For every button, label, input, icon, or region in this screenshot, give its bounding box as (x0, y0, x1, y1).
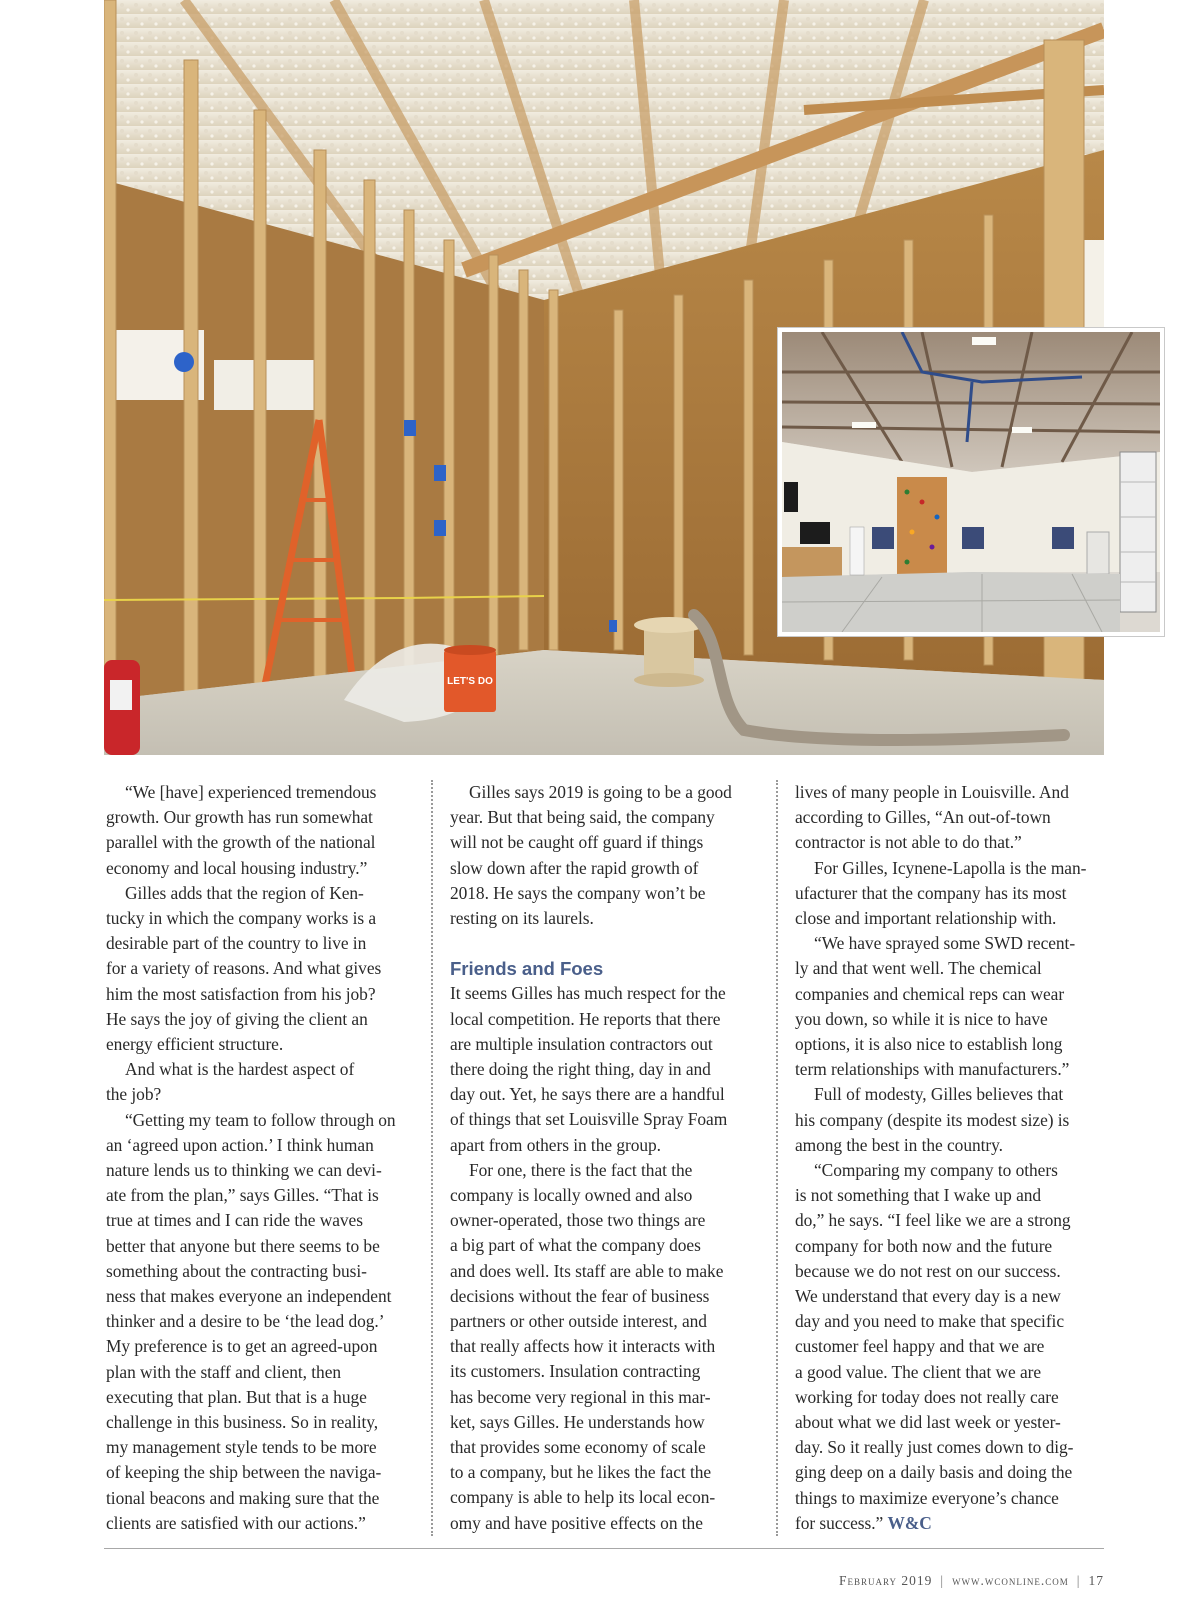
text-line: you down, so while it is nice to have (795, 1008, 1048, 1029)
text-line: For one, there is the fact that the (469, 1159, 693, 1180)
paragraph (106, 780, 412, 881)
end-mark: W&C (887, 1512, 932, 1533)
text-line: We understand that every day is a new (795, 1286, 1061, 1307)
text-line: parallel with the growth of the national (106, 832, 376, 853)
text-line: company is locally owned and also (450, 1185, 693, 1206)
text-line: apart from others in the group. (450, 1134, 661, 1155)
text-line: is not something that I wake up and (795, 1185, 1042, 1206)
text-line: ly and that went well. The chemical (795, 958, 1042, 979)
paragraph (106, 1057, 412, 1107)
text-line: challenge in this business. So in reality, (106, 1412, 379, 1433)
footer-separator: | (940, 1573, 945, 1588)
text-line: slow down after the rapid growth of (450, 857, 699, 878)
text-line: true at times and I can ride the waves (106, 1210, 363, 1231)
text-line: do,” he says. “I feel like we are a strong (795, 1210, 1071, 1231)
text-line: him the most satisfaction from his job? (106, 983, 376, 1004)
paragraph (795, 1158, 1101, 1536)
text-line: “We [have] experienced tremendous (125, 782, 377, 802)
text-line: according to Gilles, “An out-of-town (795, 807, 1051, 828)
paragraph (450, 1158, 756, 1536)
text-line: for a variety of reasons. And what gives (106, 958, 382, 979)
text-line: economy and local housing industry.” (106, 857, 368, 878)
text-line: customer feel happy and that we are (795, 1336, 1045, 1357)
text-line: thinker and a desire to be ‘the lead dog.’ (106, 1311, 385, 1332)
text-line: And what is the hardest aspect of (125, 1059, 355, 1080)
paragraph (795, 931, 1101, 1082)
text-line: better that anyone but there seems to be (106, 1235, 380, 1256)
text-line: “We have sprayed some SWD recent- (814, 933, 1076, 954)
text-line: ness that makes everyone an independent (106, 1286, 392, 1307)
text-line: and does well. Its staff are able to make (450, 1260, 724, 1281)
text-line: “Getting my team to follow through on (125, 1109, 396, 1130)
text-line: local competition. He reports that there (450, 1008, 721, 1029)
text-line: nature lends us to thinking we can devi- (106, 1160, 382, 1181)
paragraph (106, 1108, 412, 1536)
website-url: www.wconline.com (952, 1573, 1069, 1588)
text-line: options, it is also nice to establish long (795, 1034, 1063, 1055)
paragraph (450, 780, 756, 931)
text-line: resting on its laurels. (450, 908, 594, 929)
text-line: tional beacons and making sure that the (106, 1487, 380, 1508)
text-line: a good value. The client that we are (795, 1361, 1042, 1382)
text-line: Gilles says 2019 is going to be a good (469, 782, 732, 802)
text-line: He says the joy of giving the client an (106, 1008, 368, 1029)
text-line: growth. Our growth has run somewhat (106, 807, 373, 828)
text-line: contractor is not able to do that.” (795, 832, 1022, 853)
footer-separator: | (1076, 1573, 1081, 1588)
text-line: Full of modesty, Gilles believes that (814, 1084, 1064, 1105)
text-line: ate from the plan,” says Gilles. “That is (106, 1185, 379, 1206)
text-line: ging deep on a daily basis and doing the (795, 1462, 1073, 1483)
text-line: close and important relationship with. (795, 908, 1057, 929)
text-line: owner-operated, those two things are (450, 1210, 706, 1231)
text-line: an ‘agreed upon action.’ I think human (106, 1134, 374, 1155)
text-line: For Gilles, Icynene-Lapolla is the man- (814, 857, 1087, 878)
text-line: My preference is to get an agreed-upon (106, 1336, 378, 1357)
text-line: its customers. Insulation contracting (450, 1361, 701, 1382)
article-column-3 (795, 780, 1101, 1536)
text-line: ket, says Gilles. He understands how (450, 1411, 705, 1432)
text-line: will not be caught off guard if things (450, 832, 704, 853)
text-line: year. But that being said, the company (450, 807, 715, 828)
text-line: partners or other outside interest, and (450, 1311, 707, 1332)
text-line: It seems Gilles has much respect for the (450, 983, 726, 1004)
text-line: decisions without the fear of business (450, 1285, 710, 1306)
text-line: executing that plan. But that is a huge (106, 1386, 367, 1407)
text-line: of things that set Louisville Spray Foam (450, 1109, 728, 1130)
text-line: 2018. He says the company won’t be (450, 882, 706, 903)
column-divider (776, 780, 778, 1536)
text-line: are multiple insulation contractors out (450, 1033, 713, 1054)
text-line: something about the contracting busi- (106, 1260, 367, 1281)
issue-date: February 2019 (838, 1573, 933, 1588)
text-line: about what we did last week or yester- (795, 1412, 1061, 1433)
text-line: day and you need to make that specific (795, 1311, 1065, 1332)
column-divider (431, 780, 433, 1536)
section-subhead: Friends and Foes (450, 958, 604, 980)
text-line: that really affects how it interacts with (450, 1336, 716, 1357)
text-line: day. So it really just comes down to dig- (795, 1437, 1074, 1458)
article-column-1 (106, 780, 412, 1536)
text-line: that provides some economy of scale (450, 1437, 706, 1458)
text-line: day out. Yet, he says there are a handful (450, 1084, 725, 1105)
text-line: Gilles adds that the region of Ken- (125, 882, 364, 903)
text-line: clients are satisfied with our actions.” (106, 1512, 366, 1533)
text-line: term relationships with manufacturers.” (795, 1059, 1070, 1080)
paragraph (450, 981, 756, 1157)
page-footer (839, 1573, 1104, 1589)
text-line: among the best in the country. (795, 1134, 1003, 1155)
text-line: ufacturer that the company has its most (795, 882, 1067, 903)
text-line: omy and have positive effects on the (450, 1512, 703, 1533)
page-number: 17 (1088, 1573, 1104, 1588)
text-line: working for today does not really care (795, 1386, 1059, 1407)
text-line: energy efficient structure. (106, 1034, 284, 1055)
paragraph (795, 780, 1101, 856)
text-line: of keeping the ship between the naviga- (106, 1462, 382, 1483)
text-line: my management style tends to be more (106, 1437, 377, 1458)
paragraph (106, 881, 412, 1057)
text-line: the job? (106, 1084, 162, 1105)
text-line: “Comparing my company to others (814, 1160, 1058, 1181)
text-line: things to maximize everyone’s chance (795, 1487, 1059, 1508)
text-line: there doing the right thing, day in and (450, 1059, 711, 1080)
footer-rule (104, 1548, 1104, 1549)
text-line: company for both now and the future (795, 1235, 1053, 1256)
inset-photo (778, 328, 1164, 636)
text-line: desirable part of the country to live in (106, 933, 367, 954)
text-line: a big part of what the company does (450, 1235, 701, 1256)
bucket-label: LET'S DO (447, 676, 493, 687)
article-column-2 (450, 780, 756, 1536)
text-line: because we do not rest on our success. (795, 1260, 1061, 1281)
text-line: company is able to help its local econ- (450, 1487, 716, 1508)
text-line: tucky in which the company works is a (106, 908, 377, 929)
paragraph (795, 1082, 1101, 1158)
paragraph (795, 856, 1101, 932)
text-line: for success.” (795, 1512, 884, 1533)
text-line: to a company, but he likes the fact the (450, 1462, 712, 1483)
text-line: his company (despite its modest size) is (795, 1109, 1070, 1130)
finished-gym-illustration (782, 332, 1160, 632)
text-line: companies and chemical reps can wear (795, 983, 1065, 1004)
text-line: plan with the staff and client, then (106, 1361, 342, 1382)
text-line: has become very regional in this mar- (450, 1386, 711, 1407)
text-line: lives of many people in Louisville. And (795, 782, 1069, 802)
